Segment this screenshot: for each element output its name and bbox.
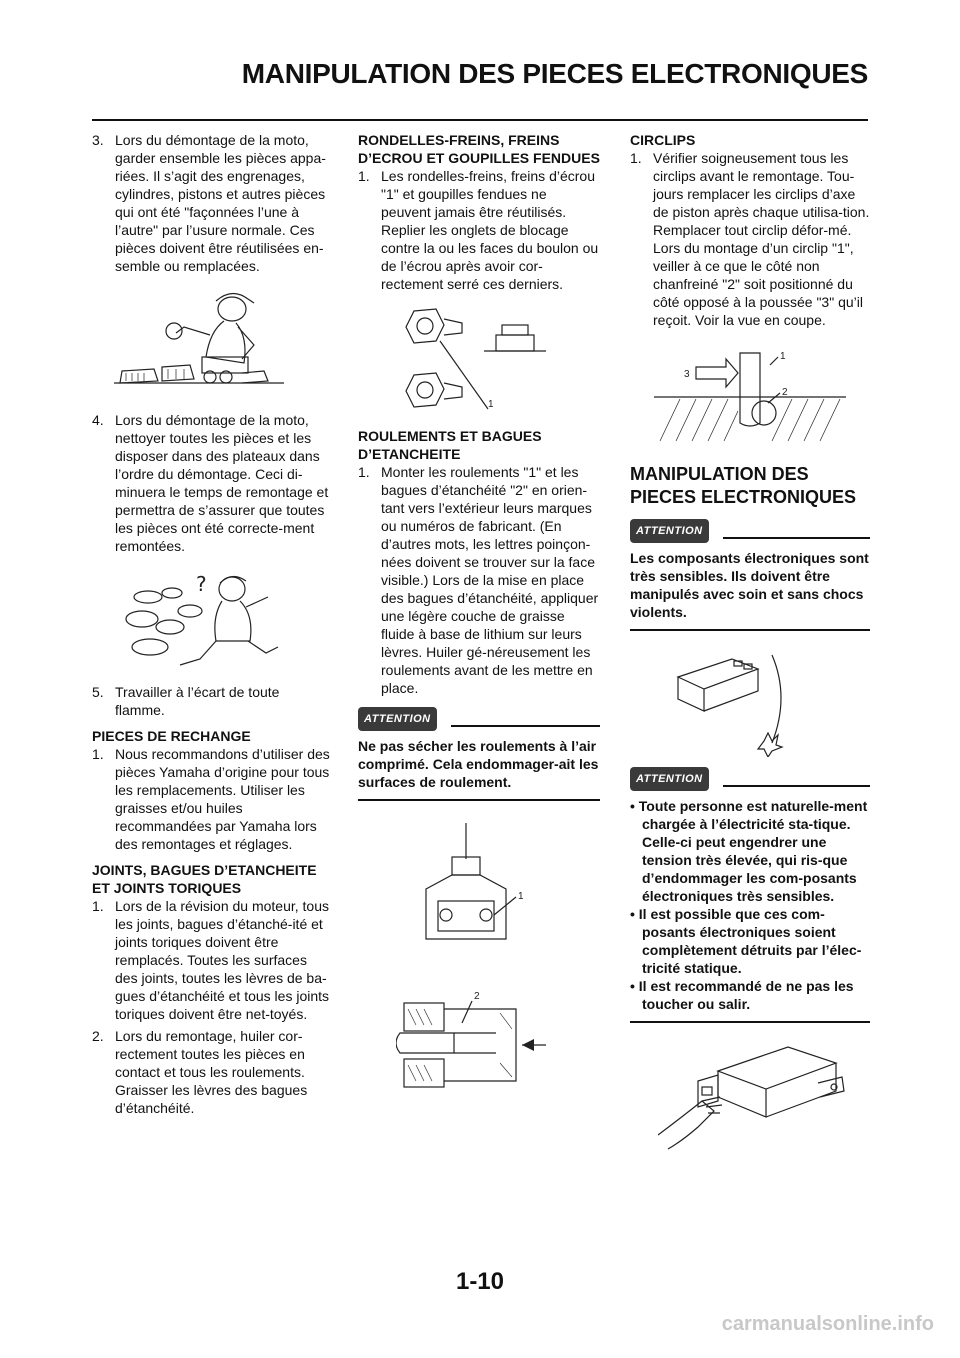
attention-box-bearings [358,711,600,801]
section-heading: MANIPULATION DES PIECES ELECTRONIQUES [630,464,857,507]
circlip-section-diagram [650,345,850,445]
page-title: MANIPULATION DES PIECES ELECTRONIQUES [241,58,868,89]
attention-text [630,797,870,1023]
mechanic-figure-2 [120,567,332,671]
rondelles-heading: RONDELLES-FREINS, FREINS D’ECROU ET GOUPILLES FENDUES [358,132,600,166]
lock-washer-diagram [400,305,550,415]
circlip-figure [650,345,870,445]
title-rule [92,119,868,121]
attention-text: Ne pas sécher les roulements à l’air comprimé. Cela endommager-ait les surfaces de roulement. [358,737,600,801]
lock-washer-figure [400,305,600,415]
circlip-label-1: 1 [780,351,786,362]
pieces-item-1: 1. Nous recommandons d’utiliser des pièces Yamaha d’origine pour tous les remplacements. Utiliser les graisses et/ou huiles recommandées par Yamaha lors des remontages et réglages. [92,746,330,852]
dropped-module-diagram [672,647,802,757]
attention-badge: ATTENTION [358,707,437,731]
rondelles-item-1: 1. Les rondelles-freins, freins d’écrou "1" et goupilles fendues ne peuvent jamais être réutilisés. Replier les onglets de blocage contre la ou les faces du boulon ou de l’écrou après avoir cor-rectement serré ces derniers. [358,168,599,292]
roulements-heading: ROULEMENTS ET BAGUES D’ETANCHEITE [358,428,542,462]
attention-box-static [630,771,870,1023]
list-item-3: 3. Lors du démontage de la moto, garder ensemble les pièces appa-riées. Il s’agit des engrenages, cylindres, pistons et autres pièces qui ont été "façonnées l’une à l’autre" par l’usure normale. Ces pièces doivent être réutilisées en-semble ou remplacées. [92,132,326,274]
hand-touching-module-diagram [658,1041,848,1151]
bearing-figure [396,819,600,1119]
attention-bullet: • Il est possible que ces com-posants électroniques soient complètement détruits par l’élec-tricité statique. [630,906,862,976]
svg-text:?: ? [196,572,207,596]
attention-badge: ATTENTION [630,519,709,543]
circlips-heading: CIRCLIPS [630,132,696,148]
bearing-press-diagram [396,819,566,1119]
attention-bullet: • Toute personne est naturelle-ment chargée à l’électricité sta-tique. Celle-ci peut engendrer une tension très élevée, qui ris-que d’endommager les com-posants électroniques très sensibles. [630,798,868,904]
pieces-heading: PIECES DE RECHANGE [92,728,251,744]
column-2 [358,131,600,1131]
dropped-module-figure [672,647,870,757]
roulements-item-1: 1. Monter les roulements "1" et les bagues d’étanchéité "2" en orien-tant vers l’extérieur leurs marques ou numéros de fabricant. (En d’autres mots, les lettres poinçon-nées doivent se trouver sur la face visible.) Lors de la mise en place des bagues d’étanchéité, appliquer une légère couche de graisse fluide à base de lithium sur leurs lèvres. Huiler gé-néreusement les roulements avant de les mettre en place. [358,464,599,696]
column-1 [92,131,332,1121]
list-item-5: 5. Travailler à l’écart de toute flamme. [92,684,280,718]
page-number: 1-10 [455,1268,505,1295]
mechanic-illustration [114,287,284,399]
circlip-label-2: 2 [782,387,788,398]
attention-box-fragile [630,523,870,631]
attention-text: Les composants électroniques sont très sensibles. Ils doivent être manipulés avec soin et sans chocs violents. [630,549,870,631]
list-item-4: 4. Lors du démontage de la moto, nettoyer toutes les pièces et les disposer dans des plateaux dans l’ordre du démontage. Ceci di-minuera le temps de remontage et permettra de s’assurer que toutes les pièces ont été correcte-ment remontées. [92,412,329,554]
bearing-label-1: 1 [518,891,524,902]
circlip-label-3: 3 [684,369,690,380]
column-3 [630,131,870,1163]
bearing-label-2: 2 [474,991,480,1002]
joints-item-1: 1. Lors de la révision du moteur, tous les joints, bagues d’étanché-ité et joints toriques doivent être remplacés. Toutes les surfaces des joints, toutes les lèvres de ba-gues d’étanchéité et tous les joints toriques doivent être net-toyés. [92,898,330,1022]
joints-heading: JOINTS, BAGUES D’ETANCHEITE ET JOINTS TORIQUES [92,862,317,896]
lock-washer-label-1: 1 [488,399,494,410]
confused-mechanic-illustration [120,567,282,671]
mechanic-figure-1 [114,287,332,399]
joints-item-2: 2. Lors du remontage, huiler cor-rectement toutes les pièces en contact et tous les roulements. Graisser les lèvres des bagues d’étanchéité. [92,1028,308,1116]
attention-badge: ATTENTION [630,767,709,791]
circlips-item-1: 1. Vérifier soigneusement tous les circlips avant le remontage. Tou-jours remplacer les circlips d’axe de piston après chaque utilisa-tion. Remplacer tout circlip défor-mé. Lors du montage d’un circlip "1", veiller à ce que le côté non chanfreiné "2" soit positionné du côté opposé à la poussée "3" qu’il reçoit. Voir la vue en coupe. [630,150,870,328]
attention-bullet: • Il est recommandé de ne pas les toucher ou salir. [630,978,854,1012]
watermark: carmanualsonline.info [721,1313,934,1335]
hand-module-figure [658,1041,870,1151]
